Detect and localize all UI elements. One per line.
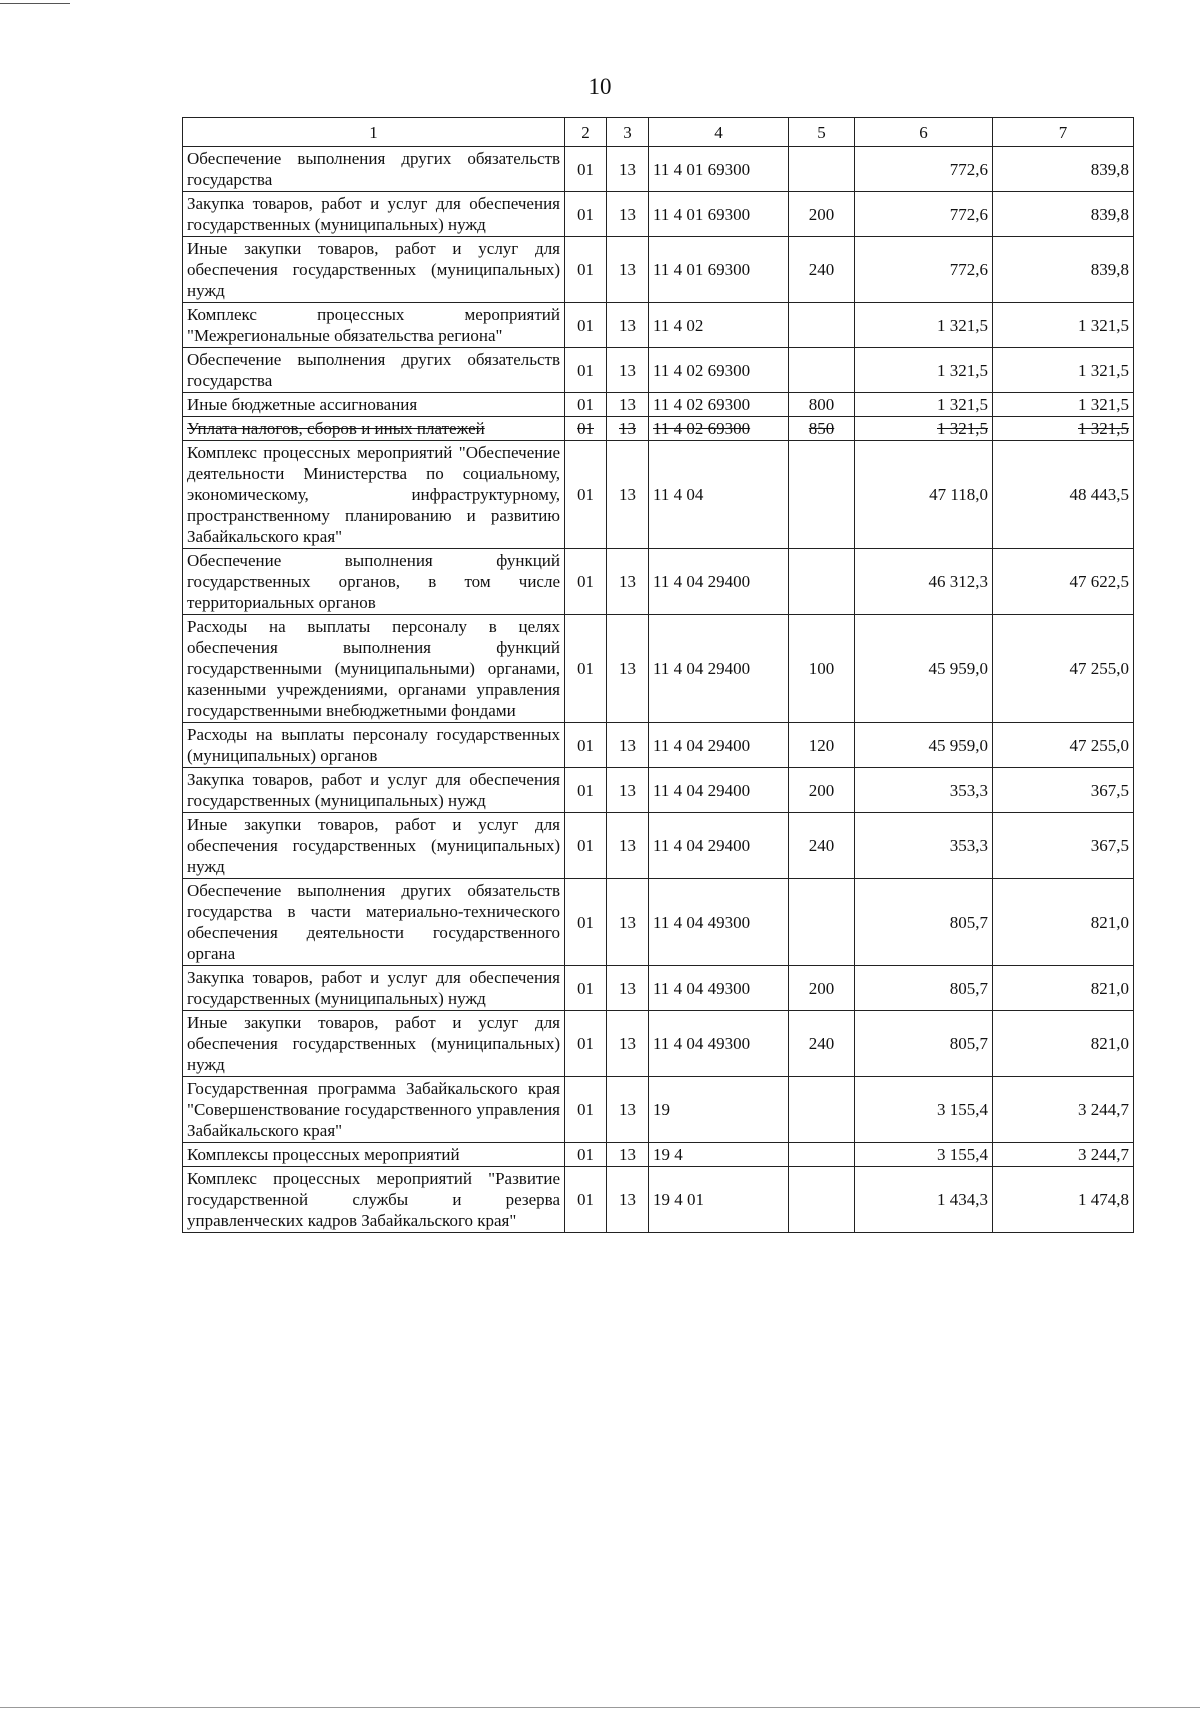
target-article-cell: 11 4 04 29400 (649, 549, 789, 615)
row-name-cell: Обеспечение выполнения других обязательств государства в части материально-технического обеспечения деятельности государственного органа (183, 879, 565, 966)
row-name-cell: Комплекс процессных мероприятий "Межрегиональные обязательства региона" (183, 303, 565, 348)
amount-year-1-cell: 805,7 (855, 1011, 993, 1077)
subsection-code-cell: 13 (607, 615, 649, 723)
amount-year-1-cell: 46 312,3 (855, 549, 993, 615)
header-col-1: 1 (183, 118, 565, 147)
expense-type-cell (789, 1077, 855, 1143)
amount-year-2-cell: 47 255,0 (993, 723, 1134, 768)
amount-year-2-cell: 821,0 (993, 879, 1134, 966)
amount-year-1-cell: 47 118,0 (855, 441, 993, 549)
amount-year-1-cell: 3 155,4 (855, 1077, 993, 1143)
expense-type-cell: 240 (789, 237, 855, 303)
row-name-cell: Комплекс процессных мероприятий "Развитие государственной службы и резерва управленческих кадров Забайкальского края" (183, 1167, 565, 1233)
section-code-cell: 01 (565, 615, 607, 723)
row-name-cell: Комплекс процессных мероприятий "Обеспечение деятельности Министерства по социальному, экономическому, инфраструктурному, пространственному планированию и развитию Забайкальского края" (183, 441, 565, 549)
section-code-cell: 01 (565, 768, 607, 813)
table-row (183, 237, 1134, 303)
amount-year-1-cell: 1 321,5 (855, 348, 993, 393)
table-row (183, 147, 1134, 192)
target-article-cell: 11 4 01 69300 (649, 147, 789, 192)
amount-year-2-cell: 367,5 (993, 813, 1134, 879)
table-header-row (183, 118, 1134, 147)
table-row (183, 1167, 1134, 1233)
target-article-cell: 11 4 01 69300 (649, 192, 789, 237)
amount-year-2-cell: 821,0 (993, 966, 1134, 1011)
table-row (183, 813, 1134, 879)
amount-year-2-cell: 839,8 (993, 147, 1134, 192)
table-row (183, 348, 1134, 393)
target-article-cell: 11 4 04 29400 (649, 723, 789, 768)
table-row (183, 1011, 1134, 1077)
target-article-cell: 19 (649, 1077, 789, 1143)
amount-year-1-cell: 45 959,0 (855, 615, 993, 723)
amount-year-1-cell: 353,3 (855, 768, 993, 813)
expense-type-cell (789, 879, 855, 966)
table-row (183, 441, 1134, 549)
subsection-code-cell: 13 (607, 348, 649, 393)
subsection-code-cell: 13 (607, 192, 649, 237)
amount-year-2-cell: 3 244,7 (993, 1077, 1134, 1143)
subsection-code-cell: 13 (607, 303, 649, 348)
subsection-code-cell: 13 (607, 1077, 649, 1143)
expense-type-cell: 100 (789, 615, 855, 723)
section-code-cell: 01 (565, 417, 607, 441)
row-name-cell: Закупка товаров, работ и услуг для обеспечения государственных (муниципальных) нужд (183, 192, 565, 237)
expense-type-cell: 200 (789, 768, 855, 813)
amount-year-2-cell: 839,8 (993, 192, 1134, 237)
target-article-cell: 11 4 04 (649, 441, 789, 549)
row-name-cell: Иные закупки товаров, работ и услуг для обеспечения государственных (муниципальных) нужд (183, 813, 565, 879)
amount-year-2-cell: 3 244,7 (993, 1143, 1134, 1167)
amount-year-2-cell: 821,0 (993, 1011, 1134, 1077)
amount-year-2-cell: 367,5 (993, 768, 1134, 813)
target-article-cell: 11 4 04 29400 (649, 768, 789, 813)
amount-year-1-cell: 772,6 (855, 192, 993, 237)
row-name-cell: Расходы на выплаты персоналу государственных (муниципальных) органов (183, 723, 565, 768)
header-col-5: 5 (789, 118, 855, 147)
table-row (183, 723, 1134, 768)
amount-year-2-cell: 839,8 (993, 237, 1134, 303)
section-code-cell: 01 (565, 1077, 607, 1143)
row-name-cell: Уплата налогов, сборов и иных платежей (183, 417, 565, 441)
expense-type-cell: 850 (789, 417, 855, 441)
table-row (183, 303, 1134, 348)
section-code-cell: 01 (565, 237, 607, 303)
section-code-cell: 01 (565, 441, 607, 549)
scan-artifact-line (0, 3, 70, 4)
expense-type-cell (789, 147, 855, 192)
section-code-cell: 01 (565, 393, 607, 417)
section-code-cell: 01 (565, 966, 607, 1011)
table-row (183, 1143, 1134, 1167)
row-name-cell: Иные закупки товаров, работ и услуг для обеспечения государственных (муниципальных) нужд (183, 1011, 565, 1077)
amount-year-1-cell: 1 321,5 (855, 393, 993, 417)
amount-year-1-cell: 1 434,3 (855, 1167, 993, 1233)
header-col-4: 4 (649, 118, 789, 147)
table-row (183, 549, 1134, 615)
section-code-cell: 01 (565, 303, 607, 348)
table-row (183, 879, 1134, 966)
page-number: 10 (588, 74, 612, 99)
expense-type-cell: 240 (789, 813, 855, 879)
subsection-code-cell: 13 (607, 813, 649, 879)
budget-table (182, 117, 1134, 1233)
amount-year-1-cell: 772,6 (855, 147, 993, 192)
target-article-cell: 19 4 01 (649, 1167, 789, 1233)
subsection-code-cell: 13 (607, 147, 649, 192)
header-col-2: 2 (565, 118, 607, 147)
target-article-cell: 19 4 (649, 1143, 789, 1167)
subsection-code-cell: 13 (607, 549, 649, 615)
subsection-code-cell: 13 (607, 393, 649, 417)
amount-year-2-cell: 47 622,5 (993, 549, 1134, 615)
target-article-cell: 11 4 01 69300 (649, 237, 789, 303)
expense-type-cell: 200 (789, 966, 855, 1011)
amount-year-1-cell: 1 321,5 (855, 303, 993, 348)
amount-year-1-cell: 45 959,0 (855, 723, 993, 768)
subsection-code-cell: 13 (607, 879, 649, 966)
expense-type-cell: 240 (789, 1011, 855, 1077)
amount-year-1-cell: 805,7 (855, 879, 993, 966)
expense-type-cell: 800 (789, 393, 855, 417)
row-name-cell: Расходы на выплаты персоналу в целях обеспечения выполнения функций государственными (муниципальными) органами, казенными учреждениями, органами управления государственными внебюджетными фондами (183, 615, 565, 723)
table-row (183, 966, 1134, 1011)
subsection-code-cell: 13 (607, 441, 649, 549)
expense-type-cell: 120 (789, 723, 855, 768)
row-name-cell: Комплексы процессных мероприятий (183, 1143, 565, 1167)
target-article-cell: 11 4 04 49300 (649, 879, 789, 966)
subsection-code-cell: 13 (607, 768, 649, 813)
expense-type-cell (789, 1143, 855, 1167)
subsection-code-cell: 13 (607, 237, 649, 303)
expense-type-cell (789, 1167, 855, 1233)
row-name-cell: Закупка товаров, работ и услуг для обеспечения государственных (муниципальных) нужд (183, 768, 565, 813)
amount-year-1-cell: 805,7 (855, 966, 993, 1011)
section-code-cell: 01 (565, 192, 607, 237)
section-code-cell: 01 (565, 723, 607, 768)
header-col-7: 7 (993, 118, 1134, 147)
amount-year-2-cell: 1 321,5 (993, 417, 1134, 441)
section-code-cell: 01 (565, 348, 607, 393)
table-row (183, 615, 1134, 723)
table-row (183, 393, 1134, 417)
section-code-cell: 01 (565, 879, 607, 966)
amount-year-2-cell: 47 255,0 (993, 615, 1134, 723)
section-code-cell: 01 (565, 1167, 607, 1233)
target-article-cell: 11 4 02 (649, 303, 789, 348)
section-code-cell: 01 (565, 813, 607, 879)
amount-year-2-cell: 1 321,5 (993, 348, 1134, 393)
row-name-cell: Государственная программа Забайкальского края "Совершенствование государственного управления Забайкальского края" (183, 1077, 565, 1143)
section-code-cell: 01 (565, 1143, 607, 1167)
target-article-cell: 11 4 02 69300 (649, 417, 789, 441)
row-name-cell: Обеспечение выполнения других обязательств государства (183, 147, 565, 192)
subsection-code-cell: 13 (607, 723, 649, 768)
target-article-cell: 11 4 04 49300 (649, 966, 789, 1011)
row-name-cell: Иные закупки товаров, работ и услуг для обеспечения государственных (муниципальных) нужд (183, 237, 565, 303)
target-article-cell: 11 4 04 29400 (649, 615, 789, 723)
row-name-cell: Закупка товаров, работ и услуг для обеспечения государственных (муниципальных) нужд (183, 966, 565, 1011)
amount-year-1-cell: 1 321,5 (855, 417, 993, 441)
table-row (183, 1077, 1134, 1143)
scan-artifact-line (0, 1707, 1200, 1708)
section-code-cell: 01 (565, 549, 607, 615)
amount-year-2-cell: 1 474,8 (993, 1167, 1134, 1233)
expense-type-cell: 200 (789, 192, 855, 237)
row-name-cell: Обеспечение выполнения функций государственных органов, в том числе территориальных органов (183, 549, 565, 615)
target-article-cell: 11 4 02 69300 (649, 348, 789, 393)
subsection-code-cell: 13 (607, 417, 649, 441)
target-article-cell: 11 4 04 29400 (649, 813, 789, 879)
row-name-cell: Иные бюджетные ассигнования (183, 393, 565, 417)
amount-year-1-cell: 3 155,4 (855, 1143, 993, 1167)
target-article-cell: 11 4 02 69300 (649, 393, 789, 417)
expense-type-cell (789, 549, 855, 615)
target-article-cell: 11 4 04 49300 (649, 1011, 789, 1077)
expense-type-cell (789, 441, 855, 549)
section-code-cell: 01 (565, 1011, 607, 1077)
table-row (183, 192, 1134, 237)
header-col-3: 3 (607, 118, 649, 147)
subsection-code-cell: 13 (607, 1011, 649, 1077)
table-row (183, 768, 1134, 813)
subsection-code-cell: 13 (607, 966, 649, 1011)
row-name-cell: Обеспечение выполнения других обязательств государства (183, 348, 565, 393)
expense-type-cell (789, 348, 855, 393)
amount-year-2-cell: 1 321,5 (993, 393, 1134, 417)
subsection-code-cell: 13 (607, 1167, 649, 1233)
table-row (183, 417, 1134, 441)
amount-year-1-cell: 353,3 (855, 813, 993, 879)
header-col-6: 6 (855, 118, 993, 147)
expense-type-cell (789, 303, 855, 348)
subsection-code-cell: 13 (607, 1143, 649, 1167)
section-code-cell: 01 (565, 147, 607, 192)
amount-year-2-cell: 48 443,5 (993, 441, 1134, 549)
amount-year-2-cell: 1 321,5 (993, 303, 1134, 348)
amount-year-1-cell: 772,6 (855, 237, 993, 303)
